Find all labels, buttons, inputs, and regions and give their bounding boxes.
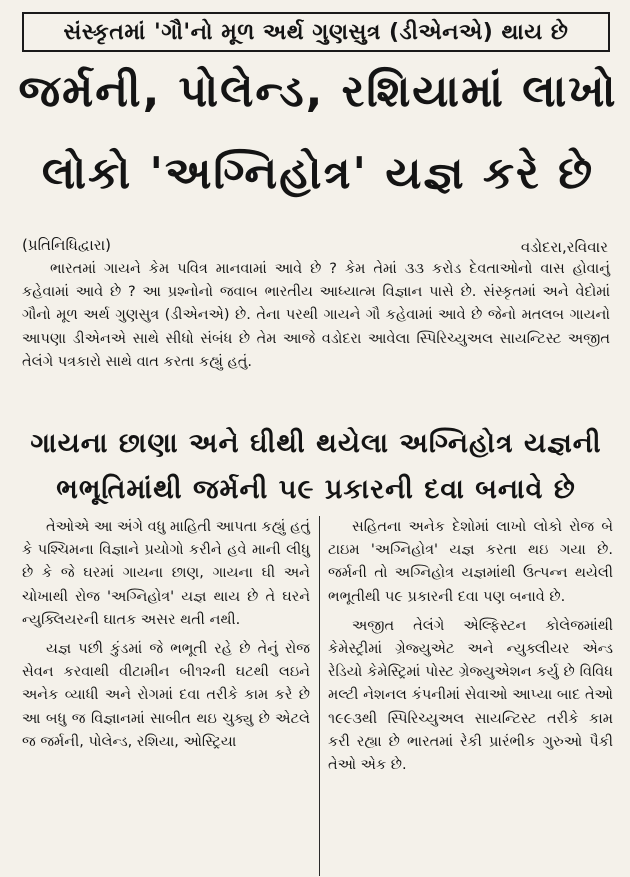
byline: (પ્રતિનિધિદ્વારા)	[22, 236, 112, 254]
right-column	[328, 516, 613, 783]
left-column	[22, 516, 310, 760]
headline-line-2: લોકો 'અગ્નિહોત્ર' યજ્ઞ કરે છે	[41, 148, 595, 199]
right-paragraph-2: અજીત તેલંગે એલ્ફિસ્ટન કોલેજમાંથી કેમેસ્ટ્રીમાં ગ્રેજ્યુએટ અને ન્યુક્લીયર એન્ડ રેડિયો કેમેસ્ટ્રિમાં પોસ્ટ ગ્રેજ્યુએશન કર્યુ છે વિવિધ મલ્ટી નેશનલ કંપનીમાં સેવાઓ આપ્યા બાદ તેઓ ૧૯૯૩થી સ્પિરિચ્યુઅલ સાયન્ટિસ્ટ તરીકે કામ કરી રહ્યા છે ભારતમાં રેકી પ્રારંભીક ગુરુઓ પૈકી તેઓ એક છે.	[328, 617, 613, 774]
headline-line-1: જર્મની, પોલેન્ડ, રશિયામાં લાખો	[18, 66, 618, 117]
dateline: વડોદરા,રવિવાર	[520, 238, 608, 256]
subhead-line-1: ગાયના છાણા અને ઘીથી થયેલા અગ્નિહોત્ર યજ્ઞની	[30, 428, 602, 459]
intro-text: ભારતમાં ગાયને કેમ પવિત્ર માનવામાં આવે છે ? કેમ તેમાં ૩૩ કરોડ દેવતાઓનો વાસ હોવાનું કહેવામાં આવે છે ? આ પ્રશ્નોનો જવાબ ભારતીય આધ્યાત્મ વિજ્ઞાન પાસે છે. સંસ્કૃતમાં અને વેદોમાં ગૌનો મૂળ અર્થ ગુણસુત્ર (ડીએનએ) છે. તેના પરથી ગાયને ગૌ કહેવામાં આવે છે જેનો મતલબ ગાયનો આપણા ડીએનએ સાથે સીધો સંબંધ છે તેમ આજે વડોદરા આવેલા સ્પિરિચ્યુઅલ સાયન્ટિસ્ટ અજીત તેલંગે પત્રકારો સાથે વાત કરતા કહ્યું હતું.	[22, 261, 610, 370]
intro-paragraph	[22, 258, 610, 374]
kicker-text: સંસ્કૃતમાં 'ગૌ'નો મૂળ અર્થ ગુણસુત્ર (ડીએનએ) થાય છે	[63, 19, 569, 45]
left-paragraph-2: યજ્ઞ પછી કુંડમાં જે ભભૂતી રહે છે તેનું રોજ સેવન કરવાથી વીટામીન બી૧૨ની ઘટથી લઇને અનેક વ્યાધી અને રોગમાં દવા તરીકે કામ કરે છે આ બધુ જ વિજ્ઞાનમાં સાબીત થઇ ચુક્યુ છે એટલે જ જર્મની, પોલેન્ડ, રશિયા, ઓસ્ટ્રિયા	[22, 641, 310, 750]
right-paragraph-1: સહિતના અનેક દેશોમાં લાખો લોકો રોજ બે ટાઇમ 'અગ્નિહોત્ર' યજ્ઞ કરતા થઇ ગયા છે. જર્મની તો અગ્નિહોત્ર યજ્ઞમાંથી ઉત્પન્ન થયેલી ભભૂતીથી ૫૯ પ્રકારની દવા પણ બનાવે છે.	[328, 519, 613, 605]
subhead-line-2: ભભૂતિમાંથી જર્મની ૫૯ પ્રકારની દવા બનાવે છે	[56, 474, 576, 505]
column-divider	[319, 516, 320, 876]
left-paragraph-1: તેઓએ આ અંગે વધુ માહિતી આપતા કહ્યું હતું કે પશ્ચિમના વિજ્ઞાને પ્રયોગો કરીને હવે માની લીધુ છે કે જે ઘરમાં ગાયના છાણ, ગાયના ઘી અને ચોખાથી રોજ 'અગ્નિહોત્ર' યજ્ઞ થાય છે તે ઘરને ન્યુક્લિયરની ઘાતક અસર થતી નથી.	[22, 519, 310, 628]
kicker-box	[22, 12, 610, 52]
